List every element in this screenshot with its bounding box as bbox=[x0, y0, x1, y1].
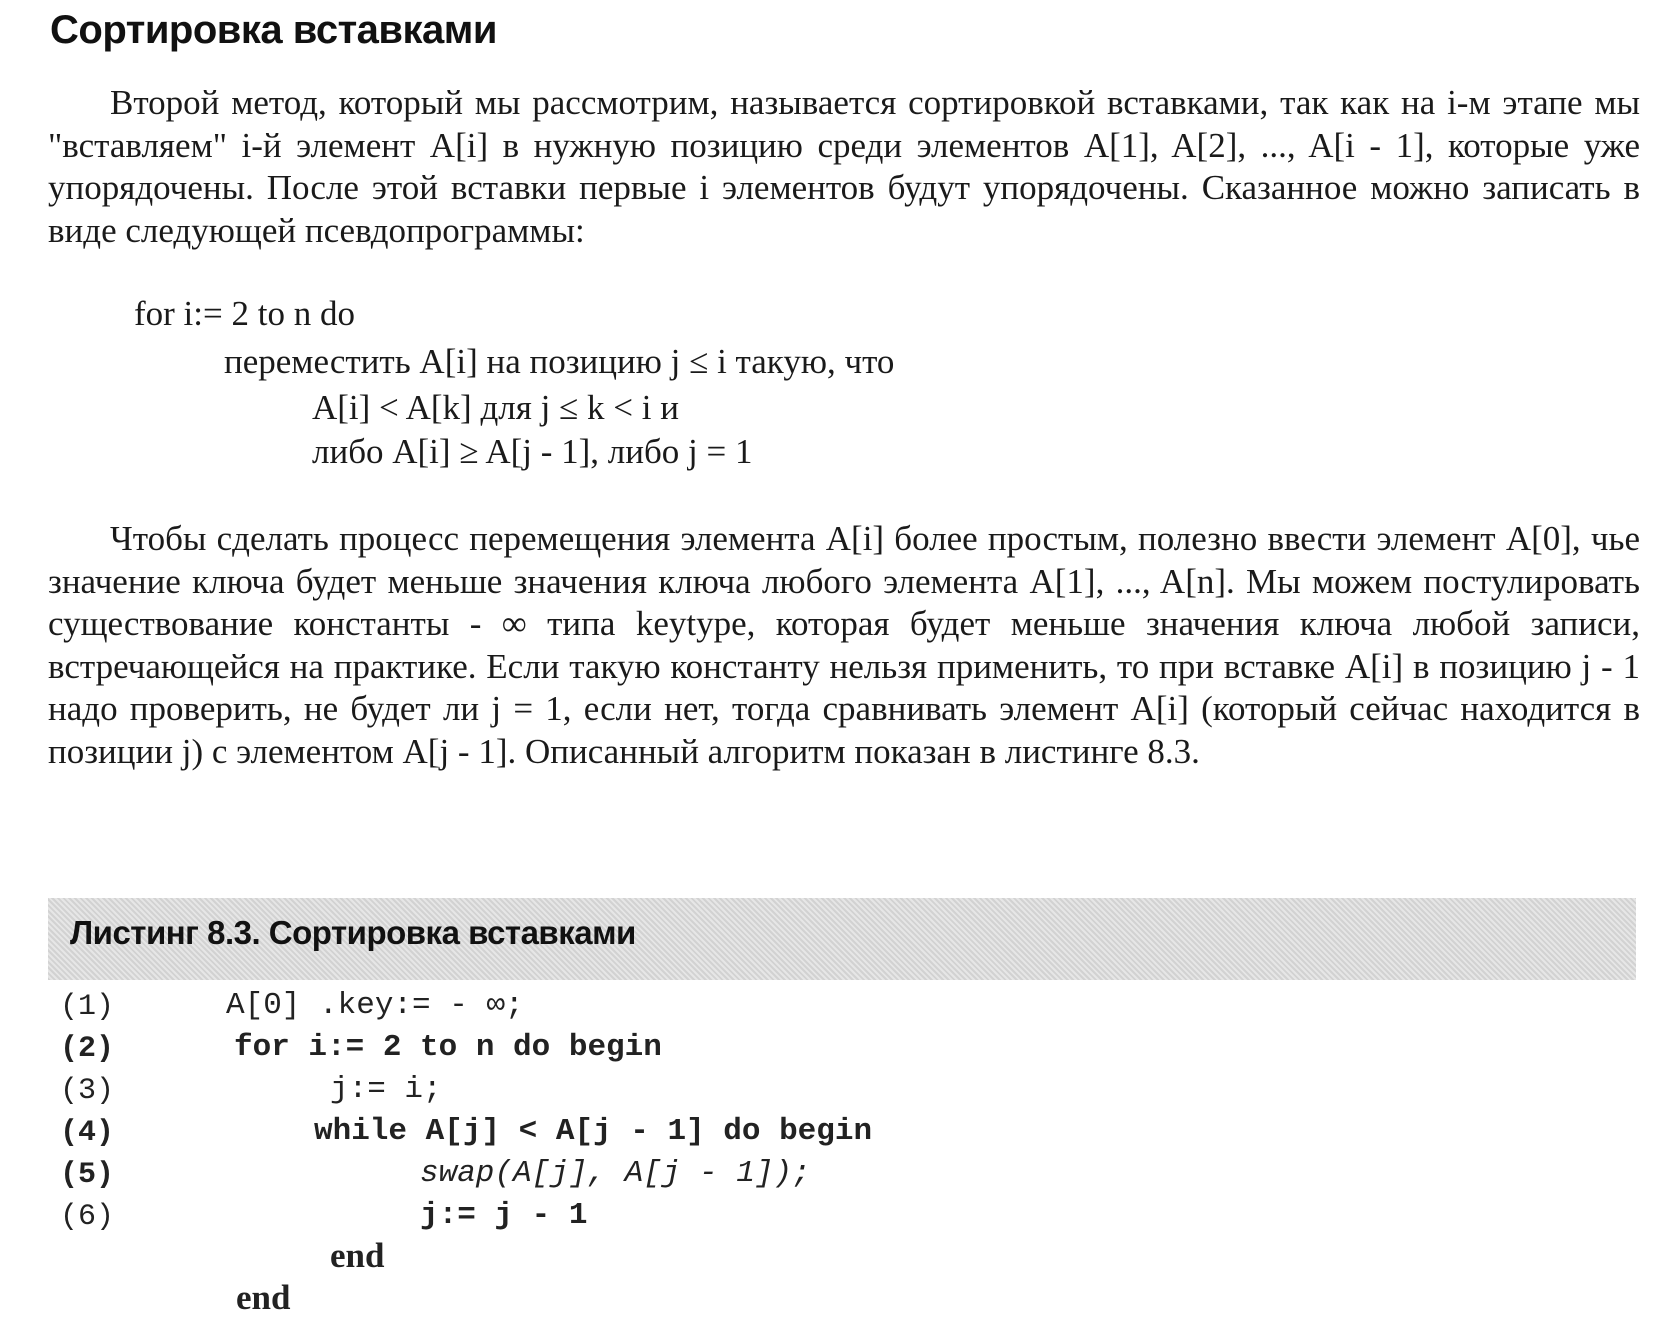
code-end-inner: end bbox=[330, 1236, 385, 1275]
line-number: (4) bbox=[60, 1116, 115, 1150]
section-title: Сортировка вставками bbox=[50, 8, 497, 52]
code-line-2: for i:= 2 to n do begin bbox=[234, 1030, 662, 1065]
code-line-3: j:= i; bbox=[330, 1072, 442, 1107]
listing-title: Листинг 8.3. Сортировка вставками bbox=[70, 914, 636, 951]
pseudocode-line-3: A[i] < A[k] для j ≤ k < i и bbox=[312, 388, 679, 427]
pseudocode-line-4: либо A[i] ≥ A[j - 1], либо j = 1 bbox=[312, 432, 753, 471]
code-end-outer: end bbox=[236, 1278, 291, 1317]
line-number: (3) bbox=[60, 1074, 115, 1108]
code-line-1: A[0] .key:= - ∞; bbox=[226, 988, 524, 1023]
explanation-paragraph: Чтобы сделать процесс перемещения элемента A[i] более простым, полезно ввести элемент A[0], чье значение ключа будет меньше значения ключа любого элемента A[1], ..., A[n]. Мы можем постулировать существование константы - ∞ типа keytype, которая будет меньше значения ключа любой записи, встречающейся на практике. Если такую константу нельзя применить, то при вставке A[i] в позицию j - 1 надо проверить, не будет ли j = 1, если нет, тогда сравнивать элемент A[i] (который сейчас находится в позиции j) с элементом A[j - 1]. Описанный алгоритм показан в листинге 8.3. bbox=[48, 519, 1640, 771]
line-number: (6) bbox=[60, 1200, 115, 1234]
code-line-4: while A[j] < A[j - 1] do begin bbox=[314, 1114, 873, 1149]
intro-paragraph: Второй метод, который мы рассмотрим, называется сортировкой вставками, так как на i-м этапе мы "вставляем" i-й элемент A[i] в нужную позицию среди элементов A[1], A[2], ..., A[i - 1], которые уже упорядочены. После этой вставки первые i элементов будут упорядочены. Сказанное можно записать в виде следующей псевдопрограммы: bbox=[48, 83, 1640, 250]
pseudocode-line-1: for i:= 2 to n do bbox=[134, 294, 355, 333]
line-number: (1) bbox=[60, 990, 115, 1024]
code-line-5: swap(A[j], A[j - 1]); bbox=[420, 1156, 811, 1191]
line-number: (2) bbox=[60, 1032, 115, 1066]
pseudocode-line-2: переместить A[i] на позицию j ≤ i такую, что bbox=[224, 342, 895, 381]
code-line-6: j:= j - 1 bbox=[420, 1198, 588, 1233]
line-number: (5) bbox=[60, 1158, 115, 1192]
